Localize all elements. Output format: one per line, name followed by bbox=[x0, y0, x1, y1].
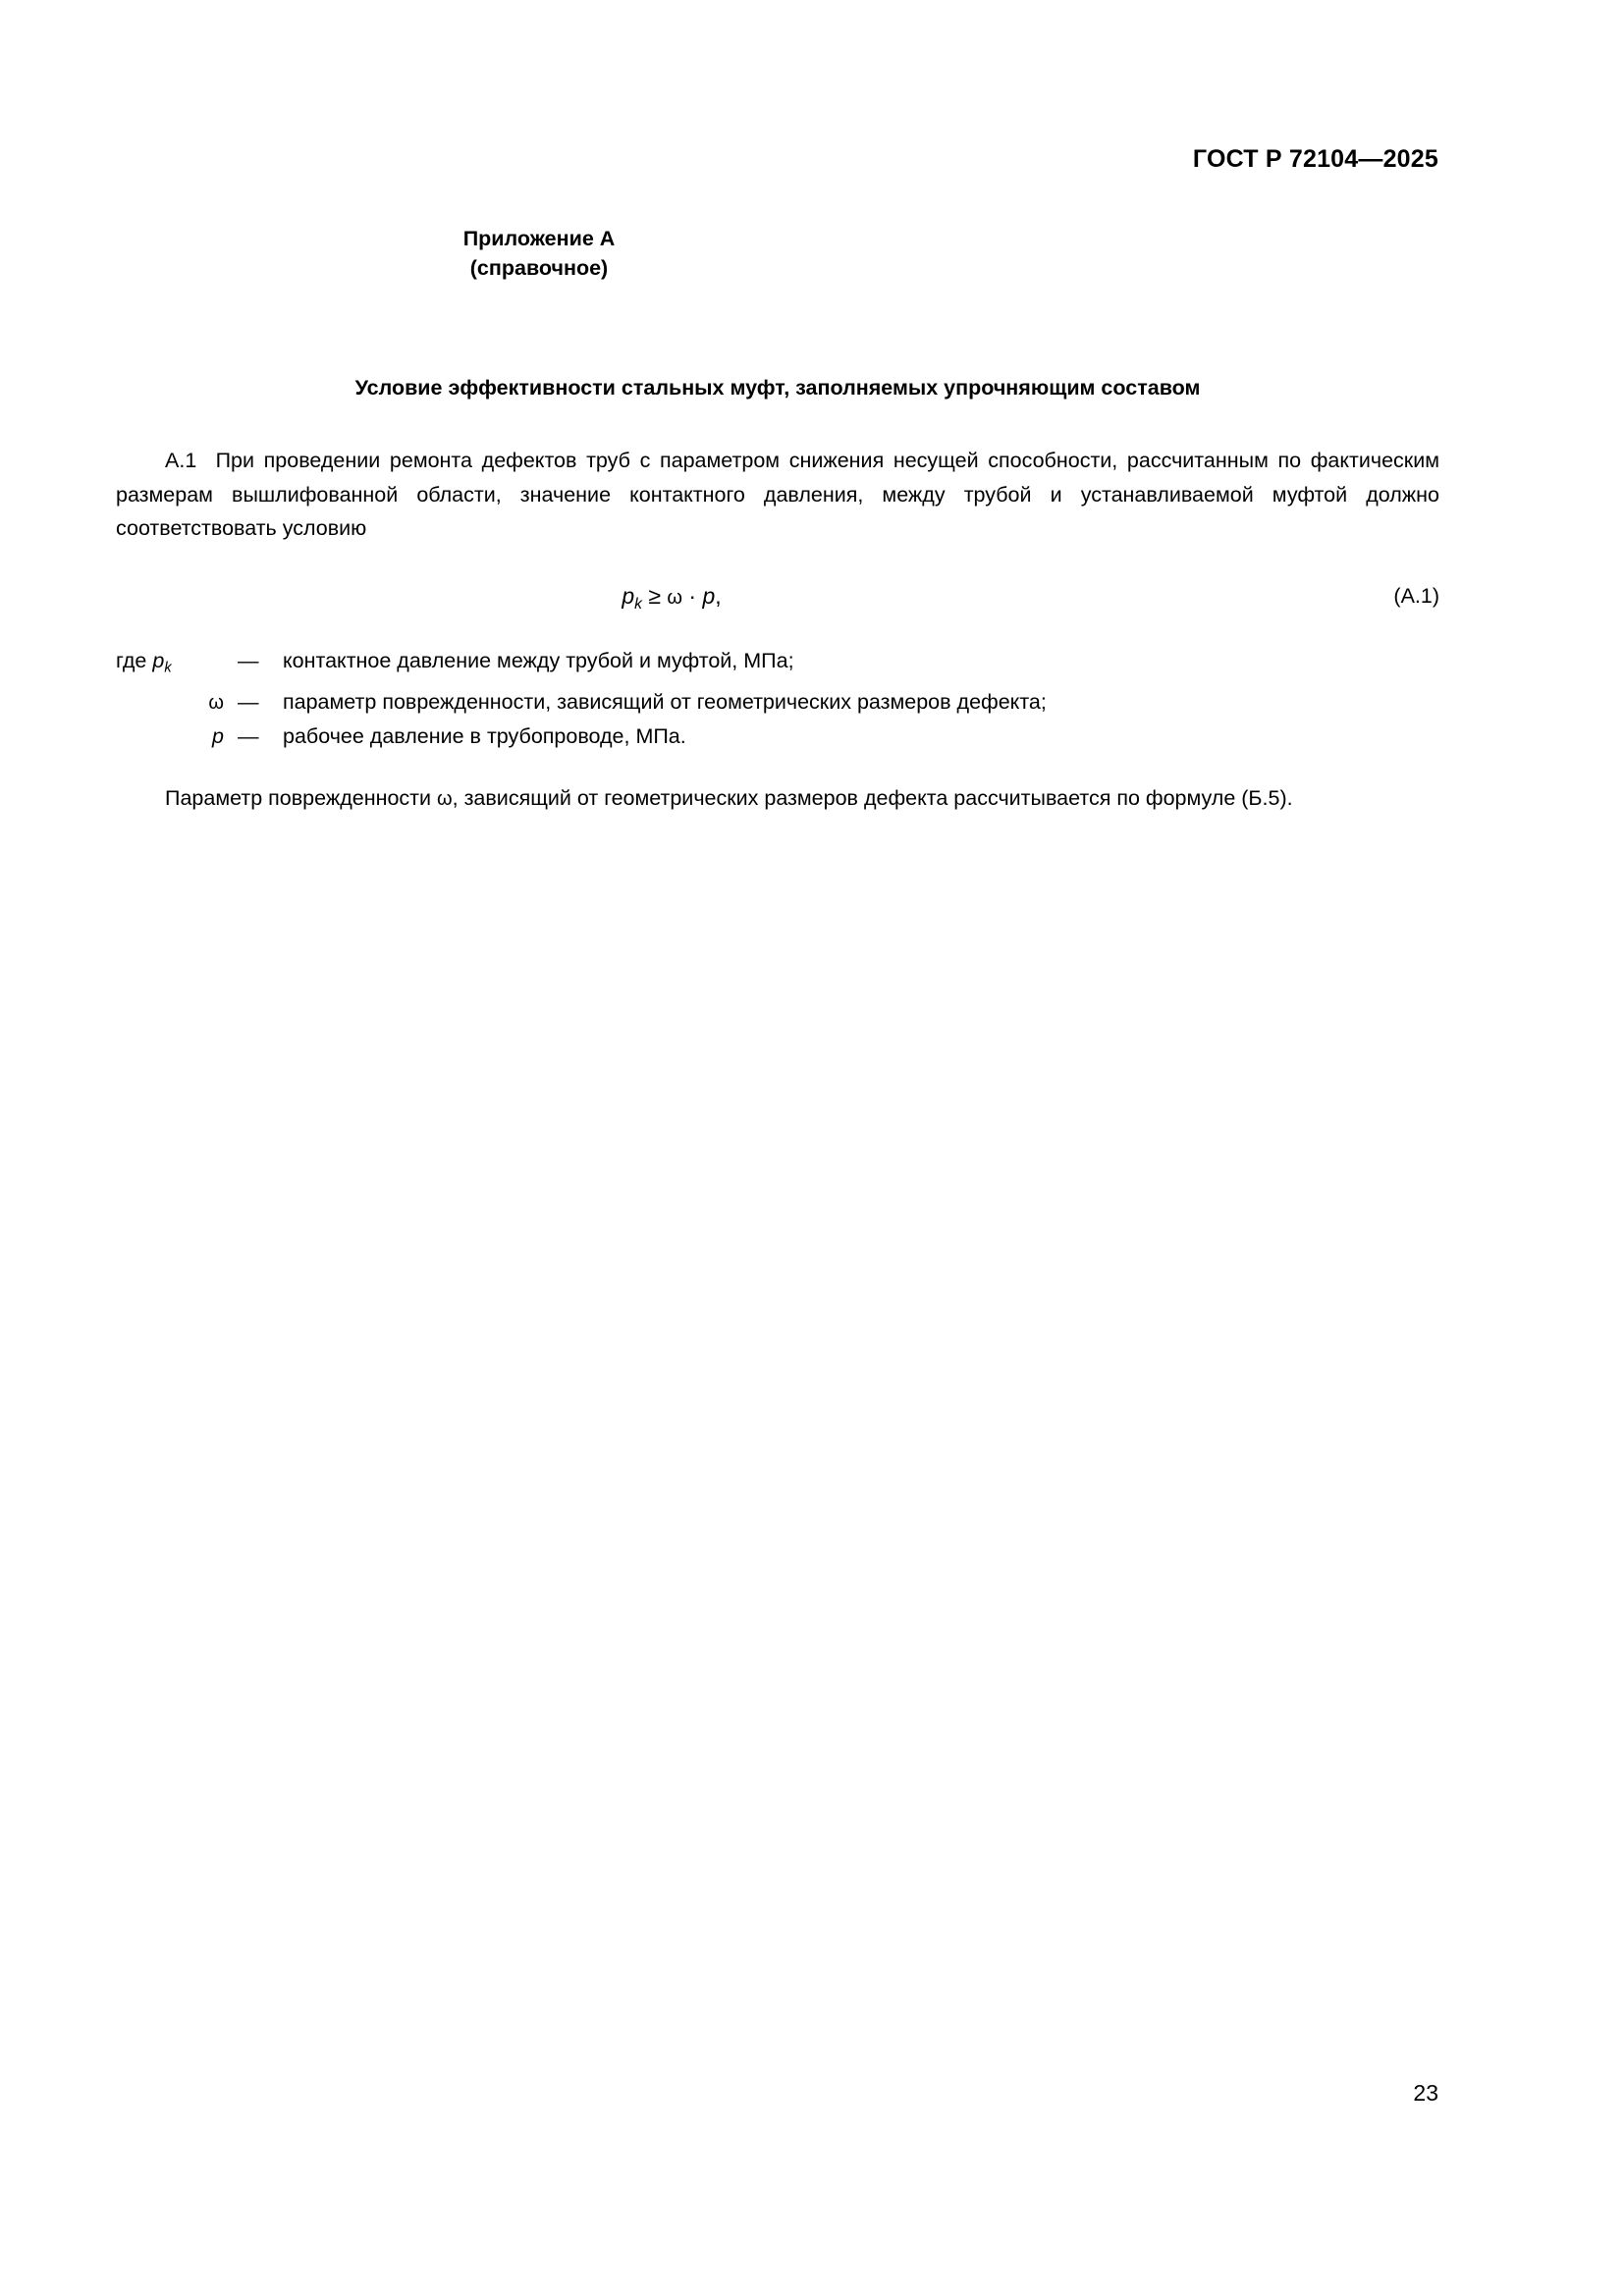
closing-symbol-omega: ω bbox=[437, 787, 453, 810]
annex-title: Условие эффективности стальных муфт, заполняемых упрочняющим составом bbox=[354, 376, 1201, 400]
definition-symbol-pk bbox=[116, 644, 238, 685]
annex-label: Приложение А bbox=[462, 227, 616, 250]
formula-symbol-pk: p bbox=[622, 582, 635, 609]
formula-multiplication-dot: · bbox=[688, 582, 697, 609]
annex-type: (справочное) bbox=[469, 256, 609, 280]
formula-relation-geq: ≥ bbox=[648, 582, 661, 609]
symbol-subscript-k: k bbox=[164, 660, 172, 676]
definition-row-omega bbox=[116, 685, 1439, 721]
formula-subscript-k: k bbox=[634, 595, 642, 613]
definition-dash-pk: — bbox=[238, 648, 259, 672]
definition-text-omega: параметр поврежденности, зависящий от геометрических размеров дефекта; bbox=[283, 689, 1047, 714]
symbol-p: p bbox=[152, 648, 165, 672]
definition-symbol-omega: ω bbox=[208, 691, 224, 714]
where-label: где bbox=[116, 648, 147, 672]
formula-symbol-omega: ω bbox=[667, 586, 682, 609]
formula-a1-row bbox=[116, 575, 1439, 616]
main-content bbox=[116, 373, 1439, 816]
closing-paragraph bbox=[116, 781, 1439, 817]
clause-number: А.1 bbox=[165, 449, 197, 472]
definition-dash-omega: — bbox=[238, 689, 259, 714]
formula-symbol-p: p bbox=[702, 582, 716, 609]
document-header-standard-number: ГОСТ Р 72104—2025 bbox=[1192, 145, 1438, 173]
page-number: 23 bbox=[1413, 2080, 1438, 2106]
definition-row-p bbox=[116, 720, 1439, 754]
definition-text-p: рабочее давление в трубопроводе, МПа. bbox=[283, 724, 686, 749]
definition-symbol-p: p bbox=[212, 724, 224, 749]
closing-text-part2: , зависящий от геометрических размеров дефекта рассчитывается по формуле (Б.5). bbox=[452, 785, 1293, 810]
definition-text-pk: контактное давление между трубой и муфтой, МПа; bbox=[283, 648, 794, 672]
symbol-definition-list bbox=[116, 644, 1439, 754]
definition-row-pk bbox=[116, 644, 1439, 685]
formula-number-a1: (А.1) bbox=[1393, 583, 1439, 608]
clause-a1-text: При проведении ремонта дефектов труб с параметром снижения несущей способности, рассчитанным по фактическим размерам вышлифованной области, значение контактного давления, между трубой и устанавливаемой муфтой должно соответствовать условию bbox=[116, 449, 1439, 540]
annex-caption bbox=[116, 224, 1439, 283]
formula-a1 bbox=[116, 575, 1439, 625]
closing-text-part1: Параметр поврежденности bbox=[165, 785, 437, 810]
clause-a1-paragraph bbox=[116, 444, 1439, 546]
formula-trailing-comma: , bbox=[715, 582, 722, 609]
definition-dash-p: — bbox=[238, 724, 259, 749]
